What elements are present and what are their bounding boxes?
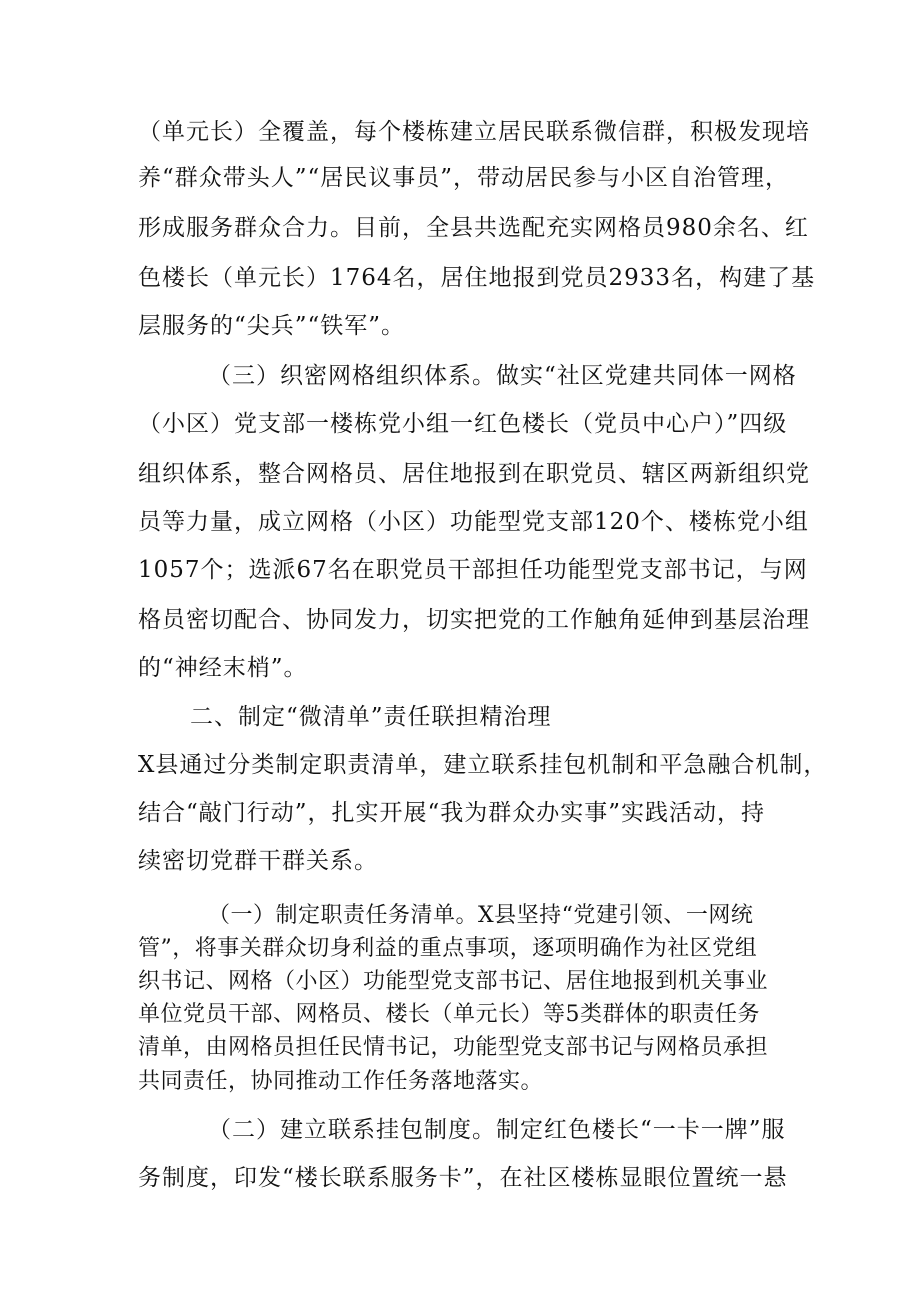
paragraph-line-9: 员等力量，成立网格（小区）功能型党支部120个、楼栋党小组: [138, 509, 809, 535]
paragraph-line-5: 层服务的“尖兵”“铁军”。: [138, 313, 406, 339]
paragraph-line-14: X县通过分类制定职责清单，建立联系挂包机制和平急融合机制，: [138, 752, 828, 778]
paragraph-line-10: 1057个；选派67名在职党员干部担任功能型党支部书记，与网: [138, 557, 808, 583]
paragraph-line-2: 养“群众带头人”“居民议事员”，带动居民参与小区自治管理，: [138, 165, 790, 191]
section-three-heading-line: （三）织密网格组织体系。做实“社区党建共同体一网格: [208, 363, 797, 389]
paragraph-line-12: 的“神经末梢”。: [138, 655, 308, 681]
paragraph-line-1: （单元长）全覆盖，每个楼栋建立居民联系微信群，积极发现培: [138, 119, 810, 145]
paragraph-line-22: 共同责任，协同推动工作任务落地落实。: [138, 1069, 544, 1094]
paragraph-line-3: 形成服务群众合力。目前，全县共选配充实网格员980余名、红: [138, 215, 809, 241]
paragraph-line-11: 格员密切配合、协同发力，切实把党的工作触角延伸到基层治理: [138, 607, 810, 633]
subsection-two-heading-line: （二）建立联系挂包制度。制定红色楼长“一卡一牌”服: [208, 1117, 786, 1143]
subsection-one-heading-line: （一）制定职责任务清单。X县坚持“党建引领、一网统: [208, 903, 754, 928]
paragraph-line-4: 色楼长（单元长）1764名，居住地报到党员2933名，构建了基: [138, 265, 816, 291]
paragraph-line-20: 单位党员干部、网格员、楼长（单元长）等5类群体的职责任务: [138, 1002, 760, 1027]
paragraph-line-19: 织书记、网格（小区）功能型党支部书记、居住地报到机关事业: [138, 969, 769, 994]
paragraph-line-15: 结合“敲门行动”，扎实开展“我为群众办实事”实践活动，持: [138, 800, 766, 826]
paragraph-line-16: 续密切党群干群关系。: [138, 848, 378, 874]
paragraph-line-21: 清单，由网格员担任民情书记，功能型党支部书记与网格员承担: [138, 1035, 769, 1060]
paragraph-line-7: （小区）党支部一楼栋党小组一红色楼长（党员中心户）”四级: [138, 411, 788, 437]
paragraph-line-18: 管”，将事关群众切身利益的重点事项，逐项明确作为社区党组: [138, 936, 758, 961]
paragraph-line-24: 务制度，印发“楼长联系服务卡”，在社区楼栋显眼位置统一悬: [138, 1165, 788, 1191]
section-two-heading: 二、制定“微清单”责任联担精治理: [190, 704, 552, 730]
paragraph-line-8: 组织体系，整合网格员、居住地报到在职党员、辖区两新组织党: [138, 461, 810, 487]
